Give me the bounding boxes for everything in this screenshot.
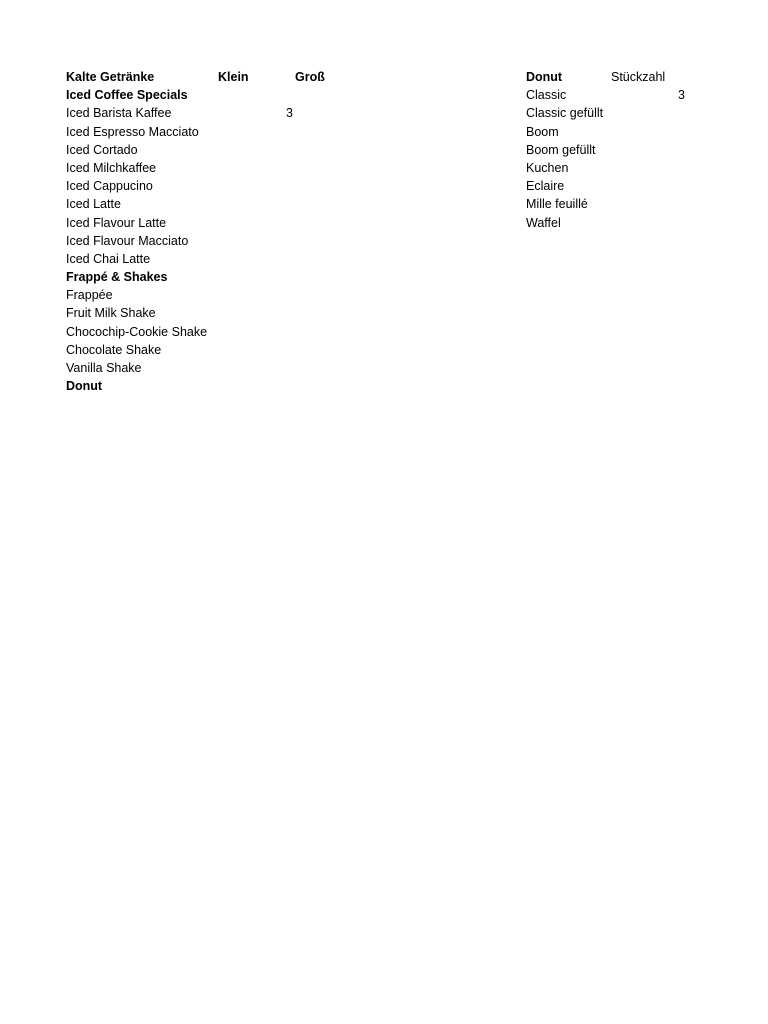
drink-name-cell[interactable]: Chocolate Shake (66, 342, 162, 357)
section-header-cell[interactable]: Frappé & Shakes (66, 270, 168, 285)
drink-name-cell[interactable]: Iced Cappucino (66, 179, 153, 194)
drink-name-cell[interactable]: Frappée (66, 288, 113, 303)
drink-name-cell[interactable]: Iced Flavour Latte (66, 215, 167, 230)
donut-name-cell[interactable]: Boom gefüllt (526, 142, 596, 157)
drink-name-cell[interactable]: Chocochip-Cookie Shake (66, 324, 208, 339)
cold-drinks-header[interactable]: Kalte Getränke (66, 70, 155, 84)
count-header[interactable]: Stückzahl (611, 70, 666, 84)
large-quantity-cell[interactable]: 3 (286, 106, 293, 121)
donut-name-cell[interactable]: Boom (526, 124, 559, 139)
donut-name-cell[interactable]: Eclaire (526, 179, 565, 194)
drink-name-cell[interactable]: Iced Flavour Macciato (66, 233, 189, 248)
drink-name-cell[interactable]: Iced Espresso Macciato (66, 124, 199, 139)
donut-name-cell[interactable]: Classic gefüllt (526, 106, 604, 121)
drink-name-cell[interactable]: Vanilla Shake (66, 361, 142, 375)
large-size-header[interactable]: Groß (295, 70, 325, 84)
drink-name-cell[interactable]: Iced Latte (66, 197, 121, 212)
section-header-cell[interactable]: Donut (66, 379, 103, 394)
donut-header[interactable]: Donut (526, 70, 563, 84)
small-size-header[interactable]: Klein (218, 70, 249, 84)
donut-name-cell[interactable]: Waffel (526, 215, 561, 230)
donut-name-cell[interactable]: Classic (526, 88, 567, 103)
drink-name-cell[interactable]: Iced Barista Kaffee (66, 106, 172, 121)
section-header-cell[interactable]: Iced Coffee Specials (66, 88, 188, 103)
drink-name-cell[interactable]: Iced Chai Latte (66, 251, 151, 266)
drink-name-cell[interactable]: Fruit Milk Shake (66, 306, 156, 321)
drink-name-cell[interactable]: Iced Milchkaffee (66, 160, 157, 175)
donut-count-cell[interactable]: 3 (678, 88, 685, 103)
donut-name-cell[interactable]: Kuchen (526, 160, 569, 175)
donut-name-cell[interactable]: Mille feuillé (526, 197, 588, 212)
drink-name-cell[interactable]: Iced Cortado (66, 142, 138, 157)
